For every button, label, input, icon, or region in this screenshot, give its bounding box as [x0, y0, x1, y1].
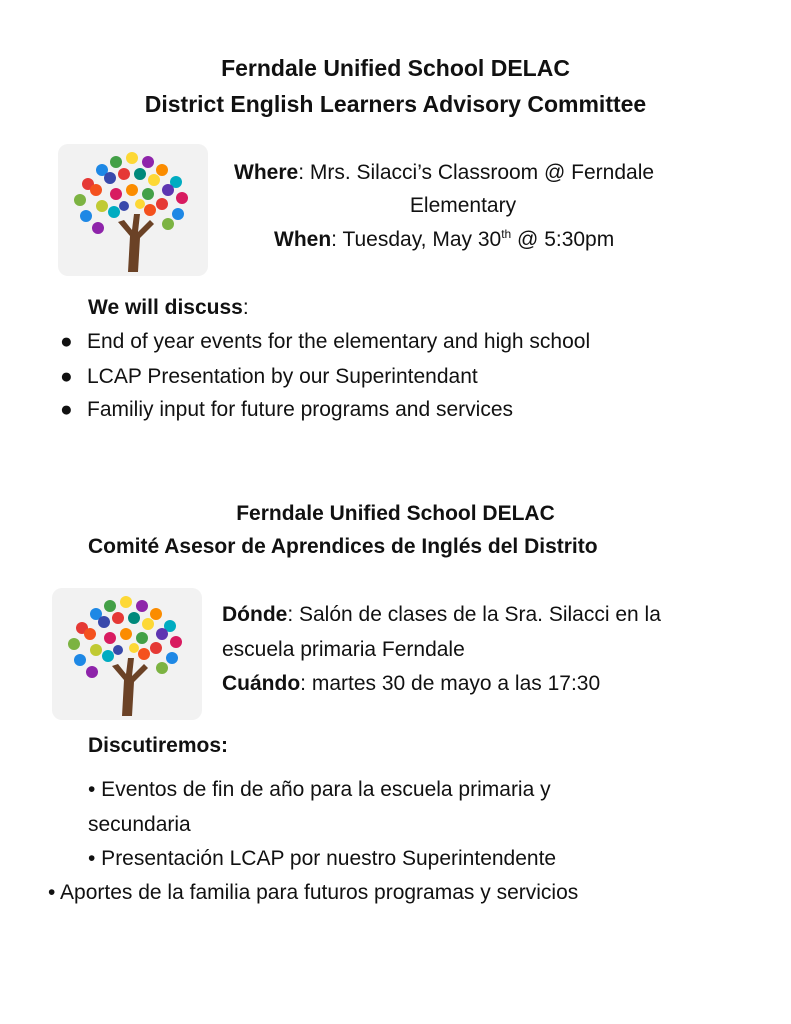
- english-where-label: Where: [234, 161, 299, 184]
- spanish-where-text-2: escuela primaria Ferndale: [222, 638, 465, 661]
- spanish-title-line2: Comité Asesor de Aprendices de Inglés del Distrito: [88, 535, 598, 558]
- spanish-discuss-heading: Discutiremos:: [88, 734, 229, 757]
- spanish-where-text-1: : Salón de clases de la Sra. Silacci en la: [287, 603, 661, 626]
- english-item-3: Familiy input for future programs and services: [87, 398, 513, 421]
- tree-graphic: [58, 144, 208, 276]
- english-when-text-b: @ 5:30pm: [511, 228, 615, 251]
- english-where-line: [234, 157, 654, 189]
- bullet-icon: ●: [60, 365, 73, 388]
- spanish-when-line: [222, 668, 600, 700]
- handprint-tree-image: [58, 144, 208, 276]
- bullet-icon: ●: [60, 330, 73, 353]
- list-item: • Presentación LCAP por nuestro Superintendente: [88, 847, 557, 870]
- english-discuss-heading: [88, 292, 249, 324]
- spanish-title-line1: Ferndale Unified School DELAC: [236, 502, 555, 525]
- list-item: [60, 394, 513, 426]
- english-title: [0, 50, 791, 122]
- list-item: [60, 326, 590, 358]
- spanish-when-text: : martes 30 de mayo a las 17:30: [300, 672, 601, 695]
- tree-graphic: [52, 588, 202, 720]
- list-item: • Eventos de fin de año para la escuela primaria y: [88, 778, 551, 801]
- english-discuss-colon: :: [242, 296, 249, 319]
- english-title-line1: Ferndale Unified School DELAC: [221, 55, 570, 81]
- english-when-label: When: [274, 228, 332, 251]
- list-item: [60, 361, 478, 393]
- spanish-where-label: Dónde: [222, 603, 288, 626]
- english-where-line-2: [234, 190, 692, 222]
- english-where-text-1: : Mrs. Silacci’s Classroom @ Ferndale: [298, 161, 655, 184]
- list-item-continuation: secundaria: [88, 813, 191, 836]
- spanish-when-label: Cuándo: [222, 672, 301, 695]
- handprint-tree-image: [52, 588, 202, 720]
- english-when-sup: th: [501, 227, 512, 241]
- english-when-line: [274, 224, 614, 256]
- spanish-where-line: [222, 599, 661, 631]
- english-item-1: End of year events for the elementary and high school: [87, 330, 591, 353]
- spanish-where-line-2: [222, 634, 465, 666]
- english-when-text-a: : Tuesday, May 30: [331, 228, 502, 251]
- english-title-line2: District English Learners Advisory Committee: [144, 91, 647, 117]
- list-item: • Aportes de la familia para futuros programas y servicios: [48, 881, 579, 904]
- english-discuss-label: We will discuss: [88, 296, 243, 319]
- bullet-icon: ●: [60, 398, 73, 421]
- english-item-2: LCAP Presentation by our Superintendant: [87, 365, 478, 388]
- english-where-text-2: Elementary: [409, 194, 517, 217]
